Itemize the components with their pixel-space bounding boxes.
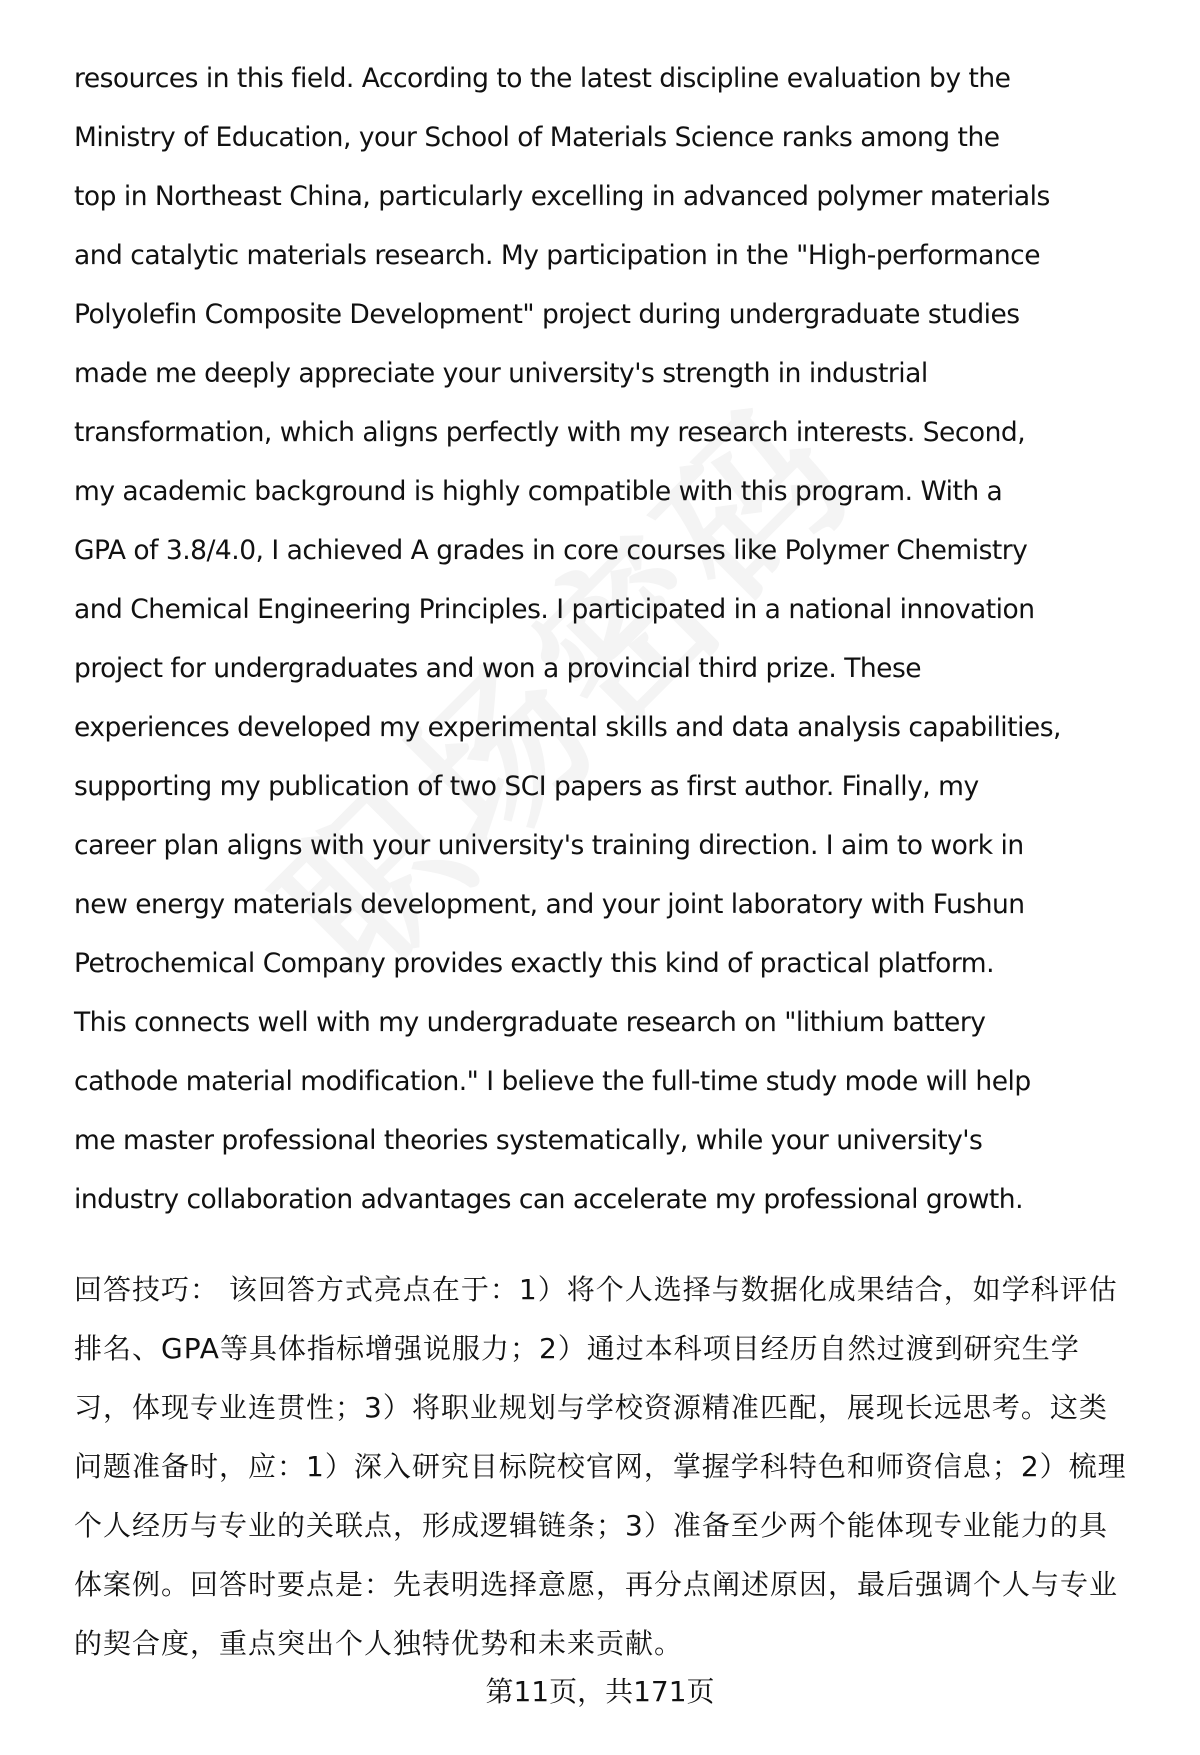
body-text-line: career plan aligns with your university's training direction. I aim to work in — [74, 830, 1024, 861]
body-text-line: and catalytic materials research. My participation in the "High-performance — [74, 240, 1041, 271]
body-text-line: experiences developed my experimental skills and data analysis capabilities, — [74, 712, 1061, 743]
tips-text-line: 个人经历与专业的关联点，形成逻辑链条；3）准备至少两个能体现专业能力的具 — [74, 1509, 1108, 1542]
body-text-line: made me deeply appreciate your university's strength in industrial — [74, 358, 928, 389]
tips-text-line: 的契合度，重点突出个人独特优势和未来贡献。 — [74, 1627, 684, 1660]
body-text-line: This connects well with my undergraduate research on "lithium battery — [74, 1007, 986, 1038]
body-text-line: cathode material modification." I believe the full-time study mode will help — [74, 1066, 1031, 1097]
tips-text-line: 习，体现专业连贯性；3）将职业规划与学校资源精准匹配，展现长远思考。这类 — [74, 1391, 1108, 1424]
body-text-line: top in Northeast China, particularly excelling in advanced polymer materials — [74, 181, 1050, 212]
page-number: 第11页，共171页 — [485, 1675, 715, 1708]
body-text-line: Polyolefin Composite Development" project during undergraduate studies — [74, 299, 1020, 330]
tips-text-line: 回答技巧： 该回答方式亮点在于：1）将个人选择与数据化成果结合，如学科评估 — [74, 1273, 1118, 1306]
body-text-line: Petrochemical Company provides exactly this kind of practical platform. — [74, 948, 995, 979]
body-text-line: supporting my publication of two SCI papers as first author. Finally, my — [74, 771, 979, 802]
body-text-line: resources in this field. According to the latest discipline evaluation by the — [74, 63, 1011, 94]
body-text-line: industry collaboration advantages can accelerate my professional growth. — [74, 1184, 1024, 1215]
body-text-line: GPA of 3.8/4.0, I achieved A grades in core courses like Polymer Chemistry — [74, 535, 1028, 566]
tips-text-line: 问题准备时，应：1）深入研究目标院校官网，掌握学科特色和师资信息；2）梳理 — [74, 1450, 1127, 1483]
body-text-line: new energy materials development, and your joint laboratory with Fushun — [74, 889, 1025, 920]
tips-text-line: 体案例。回答时要点是：先表明选择意愿，再分点阐述原因，最后强调个人与专业 — [74, 1568, 1119, 1601]
body-text-line: transformation, which aligns perfectly with my research interests. Second, — [74, 417, 1026, 448]
body-text-line: and Chemical Engineering Principles. I participated in a national innovation — [74, 594, 1035, 625]
body-text-line: project for undergraduates and won a provincial third prize. These — [74, 653, 922, 684]
tips-text-line: 排名、GPA等具体指标增强说服力；2）通过本科项目经历自然过渡到研究生学 — [74, 1332, 1080, 1365]
body-text-line: my academic background is highly compatible with this program. With a — [74, 476, 1003, 507]
body-text-line: Ministry of Education, your School of Materials Science ranks among the — [74, 122, 1000, 153]
body-text-line: me master professional theories systematically, while your university's — [74, 1125, 983, 1156]
